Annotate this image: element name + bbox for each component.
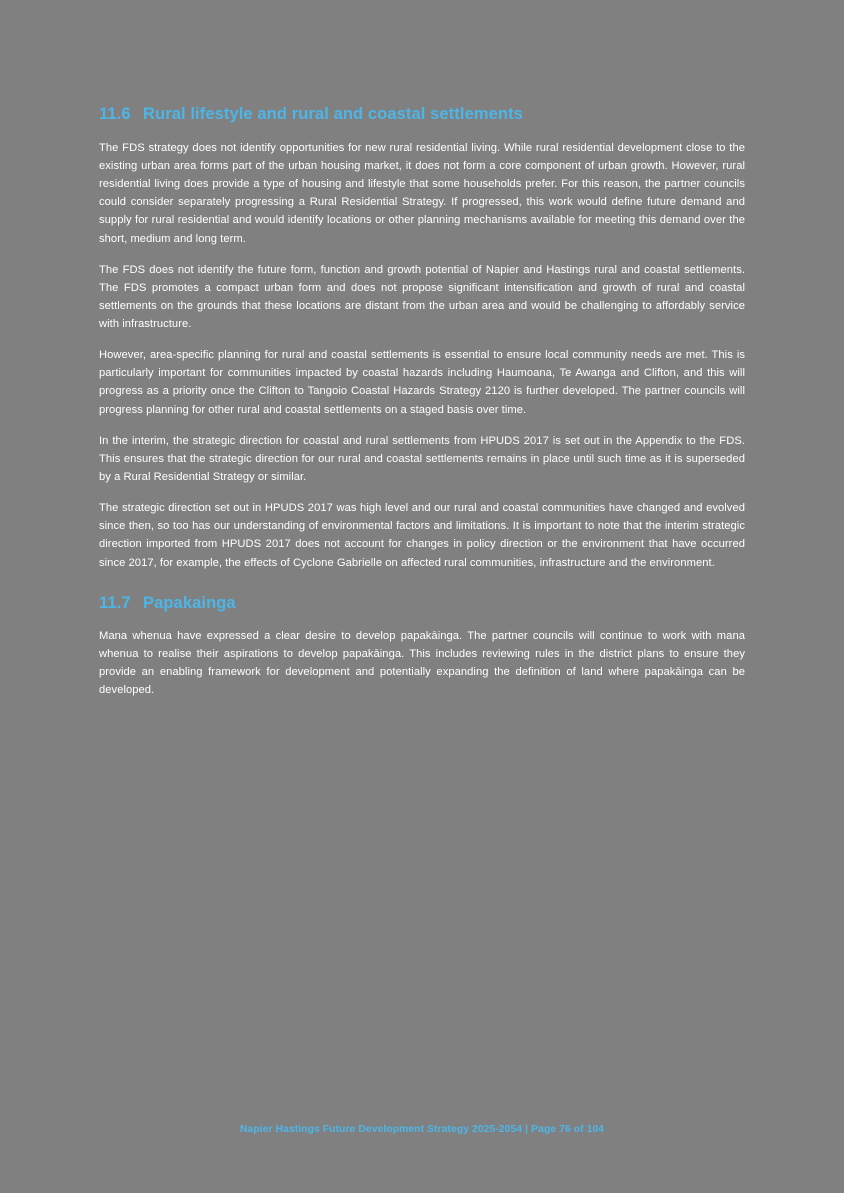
footer-separator: | — [525, 1124, 529, 1135]
page-footer — [0, 1124, 844, 1135]
section-title: Papakainga — [143, 593, 236, 612]
page-content — [99, 105, 745, 712]
footer-title: Napier Hastings Future Development Strategy 2025-2054 — [239, 1124, 523, 1135]
section-heading-11-7 — [99, 594, 745, 614]
section-number: 11.7 — [99, 593, 131, 612]
section-number: 11.6 — [99, 105, 131, 123]
paragraph: Mana whenua have expressed a clear desire to develop papakāinga. The partner councils will continue to work with mana whenua to realise their aspirations to develop papakāinga. This includes reviewing rules in the district plans to ensure they provide an enabling framework for development and potentially expanding the definition of land where papakāinga can be developed. — [99, 629, 745, 696]
paragraph: The strategic direction set out in HPUDS 2017 was high level and our rural and coastal communities have changed and evolved since then, so too has our understanding of environmental factors and limitations. It is important to note that the interim strategic direction imported from HPUDS 2017 does not account for changes in policy direction or the environment that have occurred since 2017, for example, the effects of Cyclone Gabrielle on affected rural communities, infrastructure and the environment. — [99, 502, 745, 569]
section-title: Rural lifestyle and rural and coastal settlements — [143, 105, 523, 123]
paragraph: In the interim, the strategic direction for coastal and rural settlements from HPUDS 2017 is set out in the Appendix to the FDS. This ensures that the strategic direction for our rural and coastal settlements remains in place until such time as it is superseded by a Rural Residential Strategy or similar. — [99, 434, 745, 484]
footer-page-number: Page 76 of 104 — [531, 1124, 605, 1135]
paragraph: The FDS does not identify the future form, function and growth potential of Napier and Hastings rural and coastal settlements. The FDS promotes a compact urban form and does not propose significant intensification and growth of rural and coastal settlements on the grounds that these locations are distant from the urban area and would be challenging to affordably service with infrastructure. — [99, 263, 745, 331]
paragraph: However, area-specific planning for rural and coastal settlements is essential to ensure local community needs are met. This is particularly important for communities impacted by coastal hazards including Haumoana, Te Awanga and Clifton, and this will progress as a priority once the Clifton to Tangoio Coastal Hazards Strategy 2120 is further developed. The partner councils will progress planning for other rural and coastal settlements on a staged basis over time. — [99, 349, 745, 416]
paragraph: The FDS strategy does not identify opportunities for new rural residential living. While rural residential development close to the existing urban area forms part of the urban housing market, it does not form a core component of urban growth. However, rural residential living does provide a type of housing and lifestyle that some households prefer. For this reason, the partner councils could consider separately progressing a Rural Residential Strategy. If progressed, this work would define future demand and supply for rural residential and would identify locations or other planning mechanisms available for meeting this demand over the short, medium and long term. — [99, 141, 745, 245]
section-heading-11-6 — [99, 105, 745, 125]
